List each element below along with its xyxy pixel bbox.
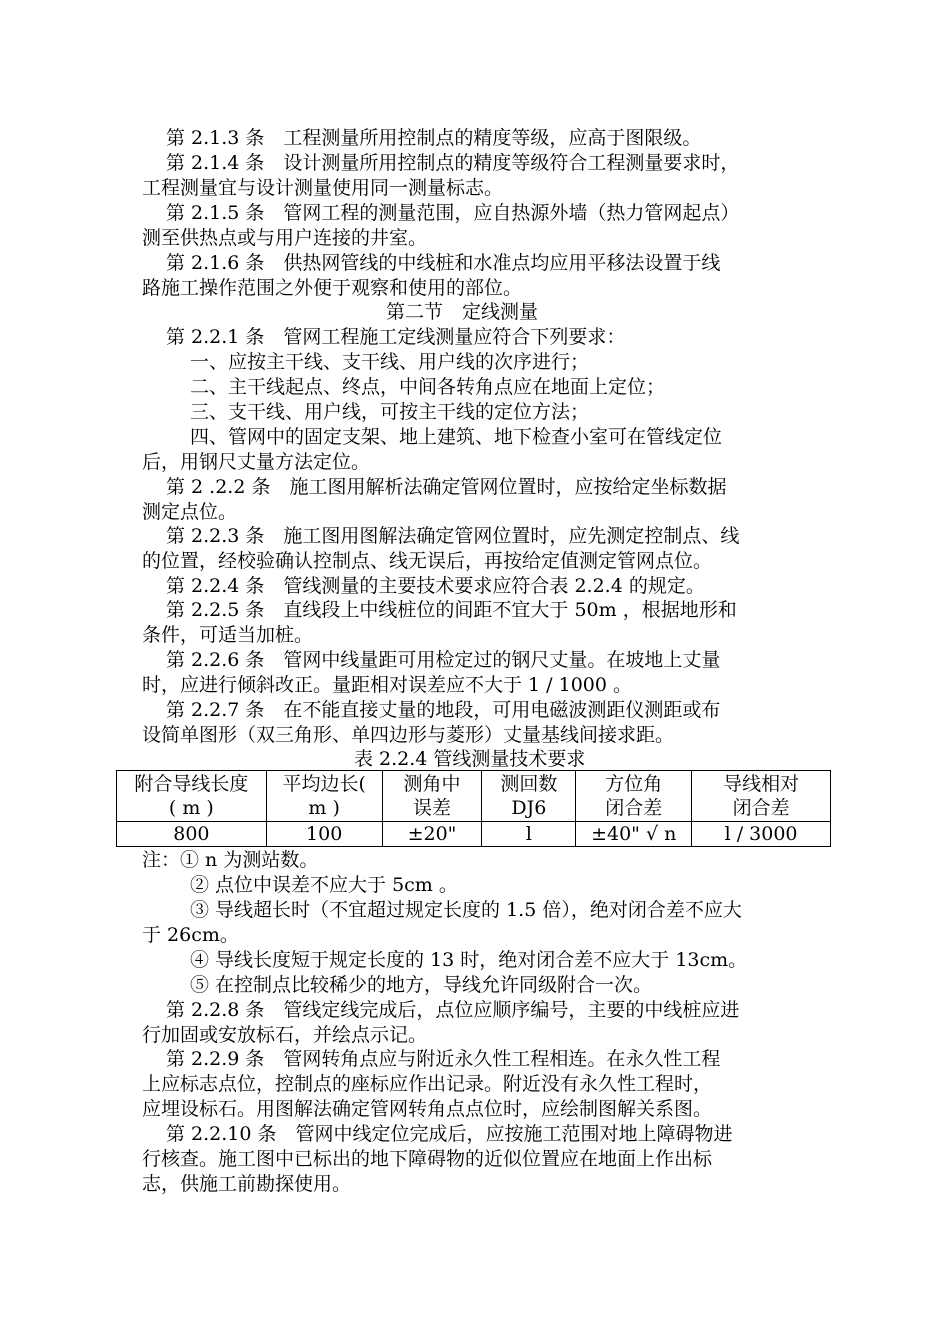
list-item-4-line2: 后，用钢尺丈量方法定位。 [142, 451, 371, 473]
table-cell: 800 [117, 822, 267, 847]
table-cell: l [482, 822, 576, 847]
header-cell-line: 闭合差 [605, 797, 663, 819]
header-cell [117, 771, 267, 822]
list-item-1: 一、应按主干线、支干线、用户线的次序进行； [190, 351, 590, 373]
note-3-line1: ③ 导线超长时（不宜超过规定长度的 1.5 倍），绝对闭合差不应大 [190, 899, 742, 921]
note-2: ② 点位中误差不应大于 5cm 。 [190, 874, 458, 896]
clause-2-2-1: 第 2.2.1 条 管网工程施工定线测量应符合下列要求： [166, 326, 626, 348]
clause-2-2-10-line1: 第 2.2.10 条 管网中线定位完成后，应按施工范围对地上障碍物进 [166, 1123, 733, 1145]
header-cell-line: 导线相对 [723, 773, 800, 795]
header-cell [266, 771, 382, 822]
section-title: 第二节 定线测量 [386, 301, 539, 323]
clause-2-1-5-line2: 测至供热点或与用户连接的井室。 [142, 227, 428, 249]
clause-2-2-10-line2: 行核查。施工图中已标出的地下障碍物的近似位置应在地面上作出标 [142, 1148, 713, 1170]
note-1: 注：① n 为测站数。 [142, 849, 319, 871]
clause-2-1-3: 第 2.1.3 条 工程测量所用控制点的精度等级，应高于图限级。 [166, 127, 702, 149]
clause-2-2-5-line2: 条件，可适当加桩。 [142, 624, 314, 646]
clause-2-1-4-line1: 第 2.1.4 条 设计测量所用控制点的精度等级符合工程测量要求时， [166, 152, 740, 174]
table-caption: 表 2.2.4 管线测量技术要求 [354, 748, 586, 770]
clause-2-2-8-line2: 行加固或安放标石，并绘点示记。 [142, 1024, 428, 1046]
list-item-3: 三、支干线、用户线，可按主干线的定位方法； [190, 401, 590, 423]
header-cell-line: 附合导线长度 [134, 773, 249, 795]
clause-2-2-2-line2: 测定点位。 [142, 501, 238, 523]
note-3-line2: 于 26cm。 [142, 924, 239, 946]
note-4: ④ 导线长度短于规定长度的 13 时，绝对闭合差不应大于 13cm。 [190, 949, 748, 971]
header-cell-line: 误差 [412, 797, 451, 819]
header-cell-line: 测回数 [500, 773, 558, 795]
clause-2-2-10-line3: 志，供施工前勘探使用。 [142, 1173, 352, 1195]
header-cell-line: 闭合差 [732, 797, 790, 819]
list-item-4-line1: 四、管网中的固定支架、地上建筑、地下检查小室可在管线定位 [190, 426, 723, 448]
clause-2-1-6-line1: 第 2.1.6 条 供热网管线的中线桩和水准点均应用平移法设置于线 [166, 252, 721, 274]
header-cell-line: 测角中 [403, 773, 461, 795]
list-item-2: 二、主干线起点、终点，中间各转角点应在地面上定位； [190, 376, 666, 398]
clause-2-1-5-line1: 第 2.1.5 条 管网工程的测量范围，应自热源外墙（热力管网起点） [166, 202, 740, 224]
header-cell-line: m ) [308, 797, 340, 819]
clause-2-2-3-line2: 的位置，经校验确认控制点、线无误后，再按给定值测定管网点位。 [142, 550, 713, 572]
clause-2-2-9-line3: 应埋设标石。用图解法确定管网转角点点位时，应绘制图解关系图。 [142, 1098, 713, 1120]
header-cell-line: DJ6 [511, 797, 547, 819]
clause-2-2-8-line1: 第 2.2.8 条 管线定线完成后，点位应顺序编号，主要的中线桩应进 [166, 999, 740, 1021]
clause-2-2-6-line1: 第 2.2.6 条 管网中线量距可用检定过的钢尺丈量。在坡地上丈量 [166, 649, 721, 671]
header-cell [482, 771, 576, 822]
clause-2-2-2-line1: 第 2 .2.2 条 施工图用解析法确定管网位置时，应按给定坐标数据 [166, 476, 727, 498]
table-cell: 100 [266, 822, 382, 847]
header-cell-line: 方位角 [605, 773, 663, 795]
header-cell [576, 771, 692, 822]
clause-2-1-4-line2: 工程测量宜与设计测量使用同一测量标志。 [142, 177, 504, 199]
table-cell: l / 3000 [692, 822, 831, 847]
header-cell-line: 平均边长( [282, 773, 366, 795]
clause-2-2-4: 第 2.2.4 条 管线测量的主要技术要求应符合表 2.2.4 的规定。 [166, 575, 705, 597]
clause-2-2-7-line2: 设简单图形（双三角形、单四边形与菱形）丈量基线间接求距。 [142, 724, 675, 746]
clause-2-2-6-line2: 时，应进行倾斜改正。量距相对误差应不大于 1 / 1000 。 [142, 674, 633, 696]
header-cell [692, 771, 831, 822]
table-cell: ±20" [382, 822, 482, 847]
table-header-row [117, 771, 831, 822]
clause-2-2-9-line2: 上应标志点位，控制点的座标应作出记录。附近没有永久性工程时， [142, 1073, 713, 1095]
clause-2-2-7-line1: 第 2.2.7 条 在不能直接丈量的地段，可用电磁波测距仪测距或布 [166, 699, 721, 721]
header-cell [382, 771, 482, 822]
note-5: ⑤ 在控制点比较稀少的地方，导线允许同级附合一次。 [190, 974, 653, 996]
clause-2-2-5-line1: 第 2.2.5 条 直线段上中线桩位的间距不宜大于 50m ，根据地形和 [166, 599, 737, 621]
clause-2-2-3-line1: 第 2.2.3 条 施工图用图解法确定管网位置时，应先测定控制点、线 [166, 525, 740, 547]
table-cell: ±40" √ n [576, 822, 692, 847]
header-cell-line: ( m ) [168, 797, 214, 819]
table-row [117, 822, 831, 847]
clause-2-2-9-line1: 第 2.2.9 条 管网转角点应与附近永久性工程相连。在永久性工程 [166, 1048, 721, 1070]
survey-requirements-table [116, 770, 831, 847]
clause-2-1-6-line2: 路施工操作范围之外便于观察和使用的部位。 [142, 277, 523, 299]
